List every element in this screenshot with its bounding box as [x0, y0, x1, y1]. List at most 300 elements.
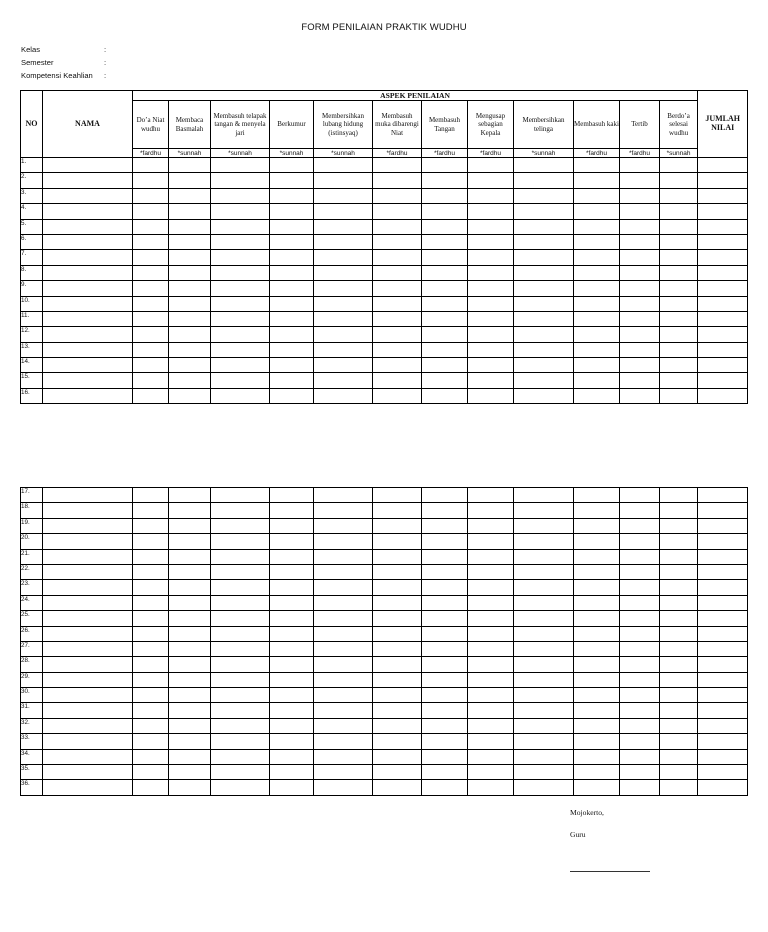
score-cell[interactable]	[314, 765, 373, 780]
score-cell[interactable]	[169, 564, 211, 579]
score-cell[interactable]	[133, 580, 169, 595]
score-cell[interactable]	[169, 595, 211, 610]
score-cell[interactable]	[514, 564, 574, 579]
name-cell[interactable]	[43, 265, 133, 280]
score-cell[interactable]	[468, 219, 514, 234]
score-cell[interactable]	[514, 373, 574, 388]
score-cell[interactable]	[422, 250, 468, 265]
score-cell[interactable]	[133, 765, 169, 780]
score-cell[interactable]	[270, 749, 314, 764]
score-cell[interactable]	[270, 342, 314, 357]
total-cell[interactable]	[698, 373, 748, 388]
score-cell[interactable]	[574, 534, 620, 549]
score-cell[interactable]	[314, 780, 373, 795]
score-cell[interactable]	[620, 250, 660, 265]
score-cell[interactable]	[660, 549, 698, 564]
score-cell[interactable]	[422, 342, 468, 357]
score-cell[interactable]	[314, 734, 373, 749]
score-cell[interactable]	[211, 488, 270, 503]
total-cell[interactable]	[698, 327, 748, 342]
score-cell[interactable]	[133, 657, 169, 672]
score-cell[interactable]	[574, 388, 620, 403]
score-cell[interactable]	[468, 342, 514, 357]
score-cell[interactable]	[468, 265, 514, 280]
score-cell[interactable]	[514, 518, 574, 533]
total-cell[interactable]	[698, 265, 748, 280]
score-cell[interactable]	[422, 234, 468, 249]
score-cell[interactable]	[620, 388, 660, 403]
total-cell[interactable]	[698, 595, 748, 610]
score-cell[interactable]	[169, 281, 211, 296]
score-cell[interactable]	[169, 488, 211, 503]
score-cell[interactable]	[373, 388, 422, 403]
score-cell[interactable]	[514, 158, 574, 173]
score-cell[interactable]	[314, 358, 373, 373]
score-cell[interactable]	[133, 595, 169, 610]
score-cell[interactable]	[211, 734, 270, 749]
score-cell[interactable]	[169, 173, 211, 188]
score-cell[interactable]	[133, 358, 169, 373]
score-cell[interactable]	[468, 358, 514, 373]
score-cell[interactable]	[169, 611, 211, 626]
score-cell[interactable]	[133, 503, 169, 518]
score-cell[interactable]	[169, 688, 211, 703]
total-cell[interactable]	[698, 780, 748, 795]
total-cell[interactable]	[698, 734, 748, 749]
score-cell[interactable]	[211, 749, 270, 764]
name-cell[interactable]	[43, 611, 133, 626]
score-cell[interactable]	[574, 488, 620, 503]
total-cell[interactable]	[698, 358, 748, 373]
score-cell[interactable]	[422, 488, 468, 503]
score-cell[interactable]	[133, 296, 169, 311]
score-cell[interactable]	[211, 281, 270, 296]
score-cell[interactable]	[211, 765, 270, 780]
score-cell[interactable]	[169, 641, 211, 656]
score-cell[interactable]	[660, 611, 698, 626]
score-cell[interactable]	[514, 734, 574, 749]
score-cell[interactable]	[270, 595, 314, 610]
score-cell[interactable]	[660, 388, 698, 403]
score-cell[interactable]	[660, 281, 698, 296]
score-cell[interactable]	[574, 703, 620, 718]
score-cell[interactable]	[422, 281, 468, 296]
score-cell[interactable]	[373, 518, 422, 533]
score-cell[interactable]	[270, 611, 314, 626]
score-cell[interactable]	[373, 250, 422, 265]
score-cell[interactable]	[373, 718, 422, 733]
score-cell[interactable]	[468, 281, 514, 296]
score-cell[interactable]	[574, 765, 620, 780]
score-cell[interactable]	[422, 327, 468, 342]
score-cell[interactable]	[620, 564, 660, 579]
score-cell[interactable]	[660, 342, 698, 357]
score-cell[interactable]	[468, 388, 514, 403]
score-cell[interactable]	[373, 311, 422, 326]
score-cell[interactable]	[169, 358, 211, 373]
score-cell[interactable]	[133, 204, 169, 219]
score-cell[interactable]	[468, 595, 514, 610]
score-cell[interactable]	[468, 250, 514, 265]
score-cell[interactable]	[211, 265, 270, 280]
score-cell[interactable]	[169, 734, 211, 749]
score-cell[interactable]	[211, 518, 270, 533]
score-cell[interactable]	[422, 158, 468, 173]
score-cell[interactable]	[574, 204, 620, 219]
score-cell[interactable]	[514, 657, 574, 672]
score-cell[interactable]	[620, 641, 660, 656]
name-cell[interactable]	[43, 296, 133, 311]
score-cell[interactable]	[169, 373, 211, 388]
score-cell[interactable]	[514, 388, 574, 403]
total-cell[interactable]	[698, 580, 748, 595]
score-cell[interactable]	[314, 580, 373, 595]
score-cell[interactable]	[133, 534, 169, 549]
score-cell[interactable]	[373, 158, 422, 173]
score-cell[interactable]	[133, 641, 169, 656]
score-cell[interactable]	[468, 780, 514, 795]
score-cell[interactable]	[660, 765, 698, 780]
score-cell[interactable]	[314, 518, 373, 533]
score-cell[interactable]	[169, 219, 211, 234]
score-cell[interactable]	[270, 158, 314, 173]
score-cell[interactable]	[422, 173, 468, 188]
score-cell[interactable]	[270, 488, 314, 503]
score-cell[interactable]	[660, 641, 698, 656]
name-cell[interactable]	[43, 219, 133, 234]
name-cell[interactable]	[43, 749, 133, 764]
score-cell[interactable]	[660, 158, 698, 173]
name-cell[interactable]	[43, 234, 133, 249]
score-cell[interactable]	[133, 780, 169, 795]
score-cell[interactable]	[169, 765, 211, 780]
score-cell[interactable]	[211, 580, 270, 595]
score-cell[interactable]	[270, 173, 314, 188]
score-cell[interactable]	[373, 503, 422, 518]
score-cell[interactable]	[270, 564, 314, 579]
score-cell[interactable]	[660, 718, 698, 733]
score-cell[interactable]	[514, 641, 574, 656]
score-cell[interactable]	[270, 296, 314, 311]
score-cell[interactable]	[373, 626, 422, 641]
score-cell[interactable]	[422, 657, 468, 672]
score-cell[interactable]	[660, 188, 698, 203]
score-cell[interactable]	[574, 373, 620, 388]
total-cell[interactable]	[698, 234, 748, 249]
score-cell[interactable]	[133, 173, 169, 188]
total-cell[interactable]	[698, 518, 748, 533]
name-cell[interactable]	[43, 564, 133, 579]
score-cell[interactable]	[169, 549, 211, 564]
score-cell[interactable]	[620, 327, 660, 342]
score-cell[interactable]	[211, 503, 270, 518]
score-cell[interactable]	[514, 296, 574, 311]
score-cell[interactable]	[660, 580, 698, 595]
score-cell[interactable]	[574, 173, 620, 188]
score-cell[interactable]	[133, 518, 169, 533]
score-cell[interactable]	[574, 281, 620, 296]
score-cell[interactable]	[373, 188, 422, 203]
score-cell[interactable]	[422, 749, 468, 764]
score-cell[interactable]	[468, 158, 514, 173]
score-cell[interactable]	[211, 204, 270, 219]
score-cell[interactable]	[468, 188, 514, 203]
score-cell[interactable]	[422, 626, 468, 641]
score-cell[interactable]	[660, 688, 698, 703]
score-cell[interactable]	[270, 503, 314, 518]
score-cell[interactable]	[660, 780, 698, 795]
score-cell[interactable]	[620, 749, 660, 764]
score-cell[interactable]	[574, 518, 620, 533]
score-cell[interactable]	[133, 488, 169, 503]
score-cell[interactable]	[211, 173, 270, 188]
score-cell[interactable]	[211, 373, 270, 388]
score-cell[interactable]	[514, 718, 574, 733]
score-cell[interactable]	[468, 204, 514, 219]
score-cell[interactable]	[211, 342, 270, 357]
score-cell[interactable]	[468, 765, 514, 780]
score-cell[interactable]	[133, 342, 169, 357]
score-cell[interactable]	[574, 564, 620, 579]
score-cell[interactable]	[514, 234, 574, 249]
score-cell[interactable]	[620, 358, 660, 373]
score-cell[interactable]	[211, 626, 270, 641]
score-cell[interactable]	[169, 626, 211, 641]
score-cell[interactable]	[422, 534, 468, 549]
score-cell[interactable]	[314, 626, 373, 641]
score-cell[interactable]	[211, 534, 270, 549]
score-cell[interactable]	[468, 626, 514, 641]
name-cell[interactable]	[43, 672, 133, 687]
score-cell[interactable]	[314, 250, 373, 265]
score-cell[interactable]	[270, 388, 314, 403]
score-cell[interactable]	[373, 219, 422, 234]
score-cell[interactable]	[133, 188, 169, 203]
score-cell[interactable]	[620, 311, 660, 326]
score-cell[interactable]	[133, 388, 169, 403]
name-cell[interactable]	[43, 358, 133, 373]
score-cell[interactable]	[620, 580, 660, 595]
score-cell[interactable]	[211, 780, 270, 795]
score-cell[interactable]	[270, 188, 314, 203]
score-cell[interactable]	[270, 281, 314, 296]
score-cell[interactable]	[314, 641, 373, 656]
score-cell[interactable]	[660, 703, 698, 718]
score-cell[interactable]	[422, 765, 468, 780]
score-cell[interactable]	[514, 672, 574, 687]
score-cell[interactable]	[620, 611, 660, 626]
total-cell[interactable]	[698, 765, 748, 780]
score-cell[interactable]	[211, 250, 270, 265]
score-cell[interactable]	[620, 234, 660, 249]
score-cell[interactable]	[373, 373, 422, 388]
score-cell[interactable]	[314, 503, 373, 518]
name-cell[interactable]	[43, 657, 133, 672]
score-cell[interactable]	[514, 342, 574, 357]
score-cell[interactable]	[514, 265, 574, 280]
total-cell[interactable]	[698, 657, 748, 672]
score-cell[interactable]	[211, 688, 270, 703]
score-cell[interactable]	[133, 158, 169, 173]
score-cell[interactable]	[373, 657, 422, 672]
score-cell[interactable]	[314, 749, 373, 764]
score-cell[interactable]	[620, 626, 660, 641]
total-cell[interactable]	[698, 204, 748, 219]
score-cell[interactable]	[169, 296, 211, 311]
score-cell[interactable]	[620, 718, 660, 733]
score-cell[interactable]	[574, 234, 620, 249]
score-cell[interactable]	[574, 219, 620, 234]
score-cell[interactable]	[314, 342, 373, 357]
score-cell[interactable]	[574, 580, 620, 595]
score-cell[interactable]	[314, 718, 373, 733]
score-cell[interactable]	[314, 657, 373, 672]
score-cell[interactable]	[660, 626, 698, 641]
name-cell[interactable]	[43, 158, 133, 173]
score-cell[interactable]	[422, 641, 468, 656]
score-cell[interactable]	[211, 296, 270, 311]
score-cell[interactable]	[169, 780, 211, 795]
score-cell[interactable]	[169, 311, 211, 326]
score-cell[interactable]	[422, 188, 468, 203]
score-cell[interactable]	[468, 518, 514, 533]
score-cell[interactable]	[468, 718, 514, 733]
score-cell[interactable]	[373, 734, 422, 749]
score-cell[interactable]	[514, 749, 574, 764]
total-cell[interactable]	[698, 219, 748, 234]
score-cell[interactable]	[514, 173, 574, 188]
score-cell[interactable]	[270, 311, 314, 326]
score-cell[interactable]	[211, 327, 270, 342]
score-cell[interactable]	[620, 549, 660, 564]
score-cell[interactable]	[373, 173, 422, 188]
score-cell[interactable]	[514, 549, 574, 564]
score-cell[interactable]	[270, 672, 314, 687]
total-cell[interactable]	[698, 641, 748, 656]
score-cell[interactable]	[211, 358, 270, 373]
total-cell[interactable]	[698, 564, 748, 579]
score-cell[interactable]	[660, 564, 698, 579]
score-cell[interactable]	[620, 265, 660, 280]
name-cell[interactable]	[43, 188, 133, 203]
score-cell[interactable]	[574, 296, 620, 311]
score-cell[interactable]	[574, 503, 620, 518]
score-cell[interactable]	[314, 281, 373, 296]
total-cell[interactable]	[698, 281, 748, 296]
score-cell[interactable]	[620, 657, 660, 672]
score-cell[interactable]	[660, 595, 698, 610]
score-cell[interactable]	[574, 672, 620, 687]
score-cell[interactable]	[169, 342, 211, 357]
score-cell[interactable]	[133, 281, 169, 296]
score-cell[interactable]	[468, 173, 514, 188]
score-cell[interactable]	[660, 373, 698, 388]
score-cell[interactable]	[422, 718, 468, 733]
score-cell[interactable]	[169, 518, 211, 533]
score-cell[interactable]	[133, 688, 169, 703]
score-cell[interactable]	[514, 488, 574, 503]
score-cell[interactable]	[133, 234, 169, 249]
score-cell[interactable]	[660, 488, 698, 503]
score-cell[interactable]	[314, 158, 373, 173]
score-cell[interactable]	[270, 265, 314, 280]
score-cell[interactable]	[468, 327, 514, 342]
score-cell[interactable]	[314, 173, 373, 188]
score-cell[interactable]	[574, 549, 620, 564]
score-cell[interactable]	[468, 311, 514, 326]
score-cell[interactable]	[574, 657, 620, 672]
score-cell[interactable]	[373, 703, 422, 718]
score-cell[interactable]	[660, 358, 698, 373]
score-cell[interactable]	[314, 311, 373, 326]
score-cell[interactable]	[660, 327, 698, 342]
score-cell[interactable]	[620, 534, 660, 549]
score-cell[interactable]	[620, 296, 660, 311]
score-cell[interactable]	[620, 503, 660, 518]
score-cell[interactable]	[373, 358, 422, 373]
score-cell[interactable]	[169, 204, 211, 219]
name-cell[interactable]	[43, 488, 133, 503]
score-cell[interactable]	[270, 234, 314, 249]
score-cell[interactable]	[314, 388, 373, 403]
score-cell[interactable]	[574, 342, 620, 357]
score-cell[interactable]	[373, 641, 422, 656]
score-cell[interactable]	[468, 296, 514, 311]
name-cell[interactable]	[43, 311, 133, 326]
score-cell[interactable]	[574, 327, 620, 342]
score-cell[interactable]	[270, 688, 314, 703]
score-cell[interactable]	[133, 311, 169, 326]
score-cell[interactable]	[660, 204, 698, 219]
score-cell[interactable]	[514, 281, 574, 296]
score-cell[interactable]	[373, 204, 422, 219]
score-cell[interactable]	[620, 373, 660, 388]
score-cell[interactable]	[373, 342, 422, 357]
score-cell[interactable]	[620, 688, 660, 703]
score-cell[interactable]	[314, 373, 373, 388]
score-cell[interactable]	[620, 342, 660, 357]
score-cell[interactable]	[660, 296, 698, 311]
score-cell[interactable]	[211, 657, 270, 672]
score-cell[interactable]	[133, 672, 169, 687]
score-cell[interactable]	[270, 780, 314, 795]
score-cell[interactable]	[422, 518, 468, 533]
total-cell[interactable]	[698, 388, 748, 403]
score-cell[interactable]	[169, 703, 211, 718]
score-cell[interactable]	[133, 265, 169, 280]
score-cell[interactable]	[468, 611, 514, 626]
score-cell[interactable]	[468, 503, 514, 518]
score-cell[interactable]	[422, 595, 468, 610]
score-cell[interactable]	[314, 688, 373, 703]
score-cell[interactable]	[422, 296, 468, 311]
score-cell[interactable]	[270, 204, 314, 219]
score-cell[interactable]	[270, 219, 314, 234]
name-cell[interactable]	[43, 765, 133, 780]
name-cell[interactable]	[43, 518, 133, 533]
score-cell[interactable]	[133, 749, 169, 764]
score-cell[interactable]	[514, 703, 574, 718]
total-cell[interactable]	[698, 296, 748, 311]
score-cell[interactable]	[468, 534, 514, 549]
score-cell[interactable]	[574, 311, 620, 326]
score-cell[interactable]	[422, 672, 468, 687]
score-cell[interactable]	[620, 734, 660, 749]
score-cell[interactable]	[422, 780, 468, 795]
score-cell[interactable]	[468, 749, 514, 764]
score-cell[interactable]	[133, 564, 169, 579]
score-cell[interactable]	[169, 534, 211, 549]
